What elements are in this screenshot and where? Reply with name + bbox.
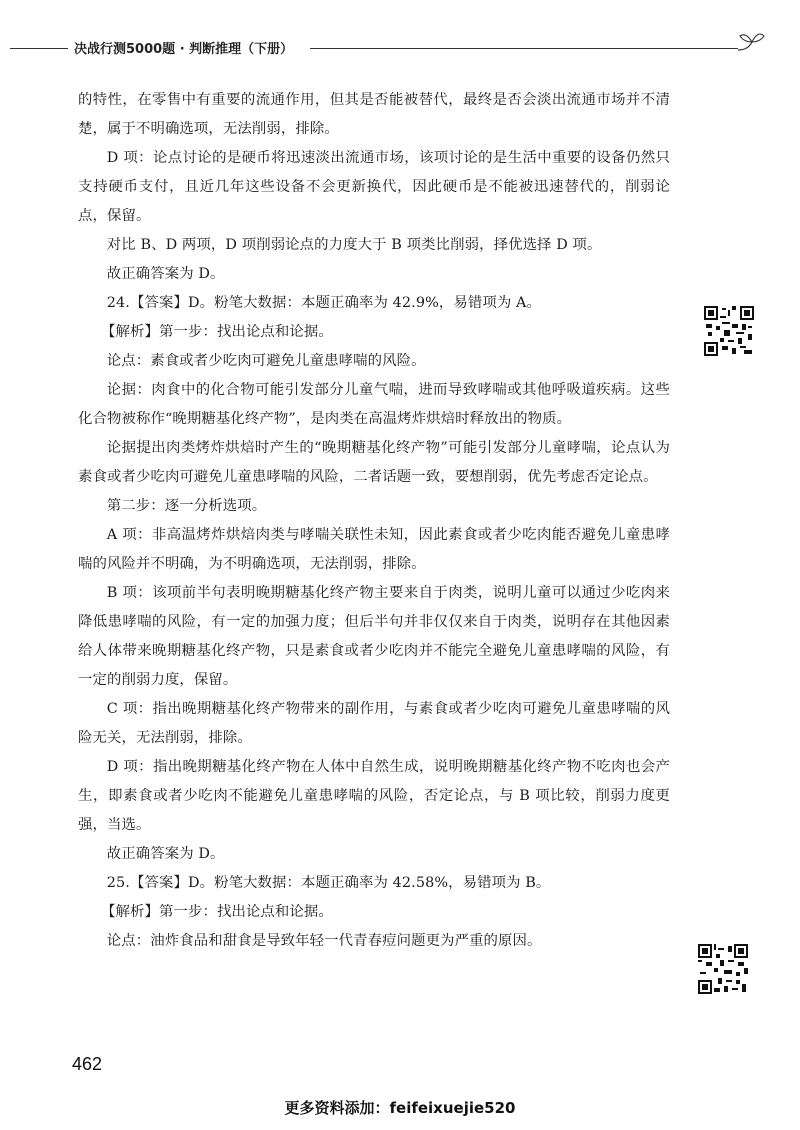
running-header: [10, 36, 780, 58]
paragraph-compare: 对比 B、D 两项，D 项削弱论点的力度大于 B 项类比削弱，择优选择 D 项。: [106, 237, 602, 253]
paragraph-answer-23: 故正确答案为 D。: [106, 266, 225, 282]
evidence-24: 论据：肉食中的化合物可能引发部分儿童气喘，进而导致哮喘或其他呼吸道疾病。这些化合物被称作“晚期糖基化终产物”，是肉类在高温烤炸烘焙时释放出的物质。: [78, 382, 670, 427]
footer-note: 更多资料添加：feifeixuejie520: [284, 1099, 516, 1117]
answer-25-heading: 25.【答案】D。粉笔大数据：本题正确率为 42.58%，易错项为 B。: [106, 875, 551, 891]
analysis-25-step1: 【解析】第一步：找出论点和论据。: [101, 904, 333, 920]
claim-24: 论点：素食或者少吃肉可避免儿童患哮喘的风险。: [106, 353, 426, 369]
qr-code-icon[interactable]: [698, 944, 748, 994]
qr-code-icon[interactable]: [704, 306, 754, 356]
option-b-24: B 项：该项前半句表明晚期糖基化终产物主要来自于肉类，说明儿童可以通过少吃肉来降低患哮喘的风险，有一定的加强力度；但后半句并非仅仅来自于肉类，说明存在其他因素给人体带来晚期糖基化终产物，只是素食或者少吃肉并不能完全避免儿童患哮喘的风险，有一定的削弱力度，保留。: [78, 585, 670, 688]
analysis-24-step1: 【解析】第一步：找出论点和论据。: [101, 324, 333, 340]
answer-24-heading: 24.【答案】D。粉笔大数据：本题正确率为 42.9%，易错项为 A。: [106, 295, 541, 311]
option-a-24: A 项：非高温烤炸烘焙肉类与哮喘关联性未知，因此素食或者少吃肉能否避免儿童患哮喘的风险并不明确，为不明确选项，无法削弱，排除。: [78, 527, 670, 572]
option-c-24: C 项：指出晚期糖基化终产物带来的副作用，与素食或者少吃肉可避免儿童患哮喘的风险无关，无法削弱，排除。: [78, 701, 670, 746]
header-rule-left: [10, 48, 68, 49]
answer-24: 故正确答案为 D。: [106, 846, 225, 862]
paragraph-option-d-prev: D 项：论点讨论的是硬币将迅速淡出流通市场，该项讨论的是生活中重要的设备仍然只支持硬币支付，且近几年这些设备不会更新换代，因此硬币是不能被迅速替代的，削弱论点，保留。: [78, 150, 670, 224]
option-d-24: D 项：指出晚期糖基化终产物在人体中自然生成，说明晚期糖基化终产物不吃肉也会产生，即素食或者少吃肉不能避免儿童患哮喘的风险，否定论点，与 B 项比较，削弱力度更强，当选。: [78, 759, 670, 833]
header-rule-right: [310, 48, 738, 49]
page-number: 462: [72, 1054, 103, 1074]
sprout-icon: [736, 30, 766, 56]
header-title: 决战行测5000题 · 判断推理（下册）: [74, 42, 294, 57]
analysis-24-step2: 第二步：逐一分析选项。: [106, 498, 267, 514]
reasoning-24: 论据提出肉类烤炸烘焙时产生的“晚期糖基化终产物”可能引发部分儿童哮喘，论点认为素食或者少吃肉可避免儿童患哮喘的风险，二者话题一致，要想削弱，优先考虑否定论点。: [78, 440, 670, 485]
paragraph-1: 的特性，在零售中有重要的流通作用，但其是否能被替代，最终是否会淡出流通市场并不清楚，属于不明确选项，无法削弱，排除。: [78, 92, 670, 137]
claim-25: 论点：油炸食品和甜食是导致年轻一代青春痘问题更为严重的原因。: [106, 933, 542, 949]
body-text: [78, 86, 670, 956]
